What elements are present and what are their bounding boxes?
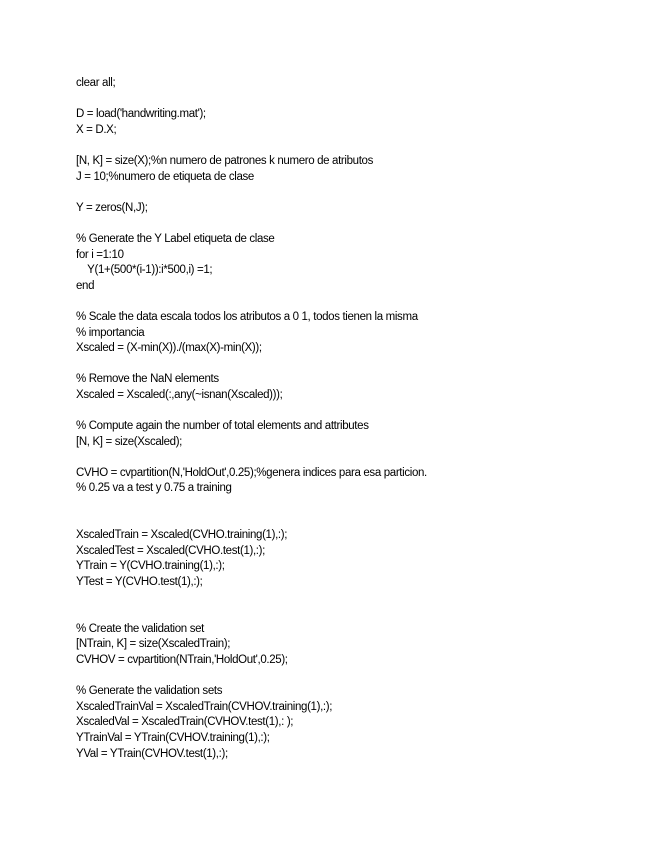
- blank-line: [76, 294, 636, 310]
- code-line: % Generate the Y Label etiqueta de clase: [76, 232, 275, 245]
- blank-line: [76, 591, 636, 607]
- code-line: YTrain = Y(CVHO.training(1),:);: [76, 560, 225, 573]
- code-line: J = 10;%numero de etiqueta de clase: [76, 170, 254, 183]
- blank-line: [76, 216, 636, 232]
- blank-line: [76, 513, 636, 529]
- code-line: [NTrain, K] = size(XscaledTrain);: [76, 638, 231, 651]
- code-line: XscaledTest = Xscaled(CVHO.test(1),:);: [76, 544, 265, 557]
- code-line: % Create the validation set: [76, 622, 204, 635]
- code-line: clear all;: [76, 77, 116, 89]
- code-line: XscaledTrainVal = XscaledTrain(CVHOV.training(1),:);: [76, 700, 333, 713]
- code-line: [N, K] = size(Xscaled);: [76, 435, 183, 448]
- code-line: D = load('handwriting.mat');: [76, 108, 206, 121]
- blank-line: [76, 92, 636, 108]
- blank-line: [76, 185, 636, 201]
- code-line: XscaledVal = XscaledTrain(CVHOV.test(1),: );: [76, 716, 294, 729]
- code-line: % Generate the validation sets: [76, 685, 223, 698]
- code-line: Xscaled = Xscaled(:,any(~isnan(Xscaled)));: [76, 388, 283, 401]
- code-line: % Compute again the number of total elements and attributes: [76, 420, 369, 433]
- blank-line: [76, 669, 636, 685]
- code-line: for i =1:10: [76, 248, 124, 261]
- blank-line: [76, 357, 636, 373]
- code-line: Y(1+(500*(i-1)):i*500,i) =1;: [76, 264, 213, 277]
- code-line: YVal = YTrain(CVHOV.test(1),:);: [76, 747, 228, 760]
- code-line: end: [76, 279, 95, 292]
- code-listing: [76, 76, 636, 762]
- code-line: CVHO = cvpartition(N,'HoldOut',0.25);%genera indices para esa particion.: [76, 466, 427, 479]
- blank-line: [76, 450, 636, 466]
- code-line: CVHOV = cvpartition(NTrain,'HoldOut',0.25);: [76, 653, 288, 666]
- blank-line: [76, 403, 636, 419]
- code-line: % Scale the data escala todos los atributos a 0 1, todos tienen la misma: [76, 310, 418, 323]
- code-line: X = D.X;: [76, 123, 117, 136]
- blank-line: [76, 497, 636, 513]
- code-line: Y = zeros(N,J);: [76, 201, 148, 214]
- blank-line: [76, 606, 636, 622]
- code-line: YTrainVal = YTrain(CVHOV.training(1),:);: [76, 731, 270, 744]
- code-line: % Remove the NaN elements: [76, 373, 219, 386]
- code-line: XscaledTrain = Xscaled(CVHO.training(1),:);: [76, 529, 288, 542]
- code-line: Xscaled = (X-min(X))./(max(X)-min(X));: [76, 342, 262, 355]
- code-line: % 0.25 va a test y 0.75 a training: [76, 482, 232, 495]
- blank-line: [76, 138, 636, 154]
- code-line: % importancia: [76, 326, 145, 339]
- code-line: [N, K] = size(X);%n numero de patrones k numero de atributos: [76, 154, 374, 167]
- code-line: YTest = Y(CVHO.test(1),:);: [76, 576, 203, 588]
